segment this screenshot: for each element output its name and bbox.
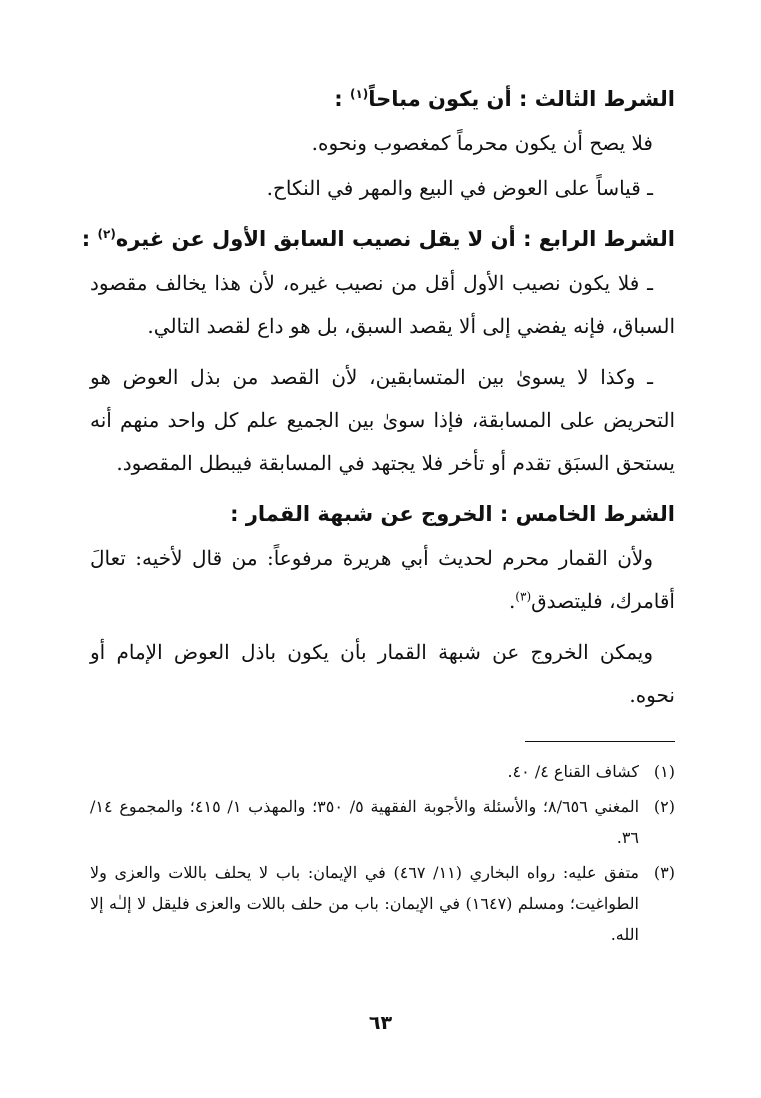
footnote-ref-3[interactable]: (٣)	[515, 589, 532, 604]
footnote-ref-1[interactable]: (١)	[349, 87, 369, 101]
paragraph-end: .	[508, 589, 516, 613]
footnote-2	[90, 791, 675, 853]
footnote-number: (٣)	[653, 863, 675, 882]
heading-colon: :	[81, 227, 98, 251]
heading-label: الشرط الرابع :	[515, 227, 675, 251]
heading-label: الشرط الخامس :	[492, 502, 675, 526]
paragraph: ويمكن الخروج عن شبهة القمار بأن يكون باذل العوض الإمام أو نحوه.	[90, 640, 675, 707]
heading-label: الشرط الثالث :	[511, 87, 675, 111]
paragraph: ـ قياساً على العوض في البيع والمهر في النكاح.	[266, 176, 653, 200]
footnote-number: (٢)	[653, 797, 675, 816]
footnote-ref-2[interactable]: (٢)	[97, 227, 116, 241]
page-body	[81, 78, 675, 954]
footnote-1	[90, 756, 675, 787]
heading-colon: :	[334, 87, 350, 111]
footnote-text: متفق عليه: رواه البخاري (١١/ ٤٦٧) في الإيمان: باب لا يحلف باللات والعزى ولا الطواغيت؛ ومسلم (١٦٤٧) في الإيمان: باب من حلف باللات والعزى فليقل لا إلـٰه إلا الله.	[90, 863, 640, 944]
paragraph: فلا يصح أن يكون محرماً كمغصوب ونحوه.	[311, 131, 653, 155]
paragraph: ـ فلا يكون نصيب الأول أقل من نصيب غيره، لأن هذا يخالف مقصود السباق، فإنه يفضي إلى ألا يقصد السبق، بل هو داع لقصد التالي.	[90, 271, 675, 338]
paragraph-text: ولأن القمار محرم لحديث أبي هريرة مرفوعاً: من قال لأخيه: تعالَ أقامرك، فليتصدق	[90, 546, 675, 613]
footnote-text: كشاف القناع ٤/ ٤٠.	[507, 762, 639, 781]
footnote-3	[90, 857, 675, 950]
paragraph: ـ وكذا لا يسوىٰ بين المتسابقين، لأن القصد من بذل العوض هو التحريض على المسابقة، فإذا سوىٰ بين الجميع علم كل واحد منهم أنه يستحق السبَق تقدم أو تأخر فلا يجتهد في المسابقة فيبطل المقصود.	[90, 365, 675, 475]
footnote-text: المغني ٨/٦٥٦؛ والأسئلة والأجوبة الفقهية ٥/ ٣٥٠؛ والمهذب ١/ ٤١٥؛ والمجموع ١٤/ ٣٦.	[90, 797, 640, 847]
footnote-divider	[525, 741, 675, 742]
page-number: ٦٣	[368, 1012, 393, 1034]
section-heading-fourth	[81, 218, 675, 260]
section-heading-fifth	[90, 493, 675, 535]
heading-title: أن لا يقل نصيب السابق الأول عن غيره	[115, 227, 516, 251]
heading-title: الخروج عن شبهة القمار	[245, 502, 493, 526]
heading-colon: :	[230, 502, 246, 526]
footnote-number: (١)	[653, 762, 675, 781]
heading-title: أن يكون مباحاً	[368, 87, 512, 111]
paragraph	[90, 537, 675, 623]
section-heading-third	[90, 78, 675, 120]
